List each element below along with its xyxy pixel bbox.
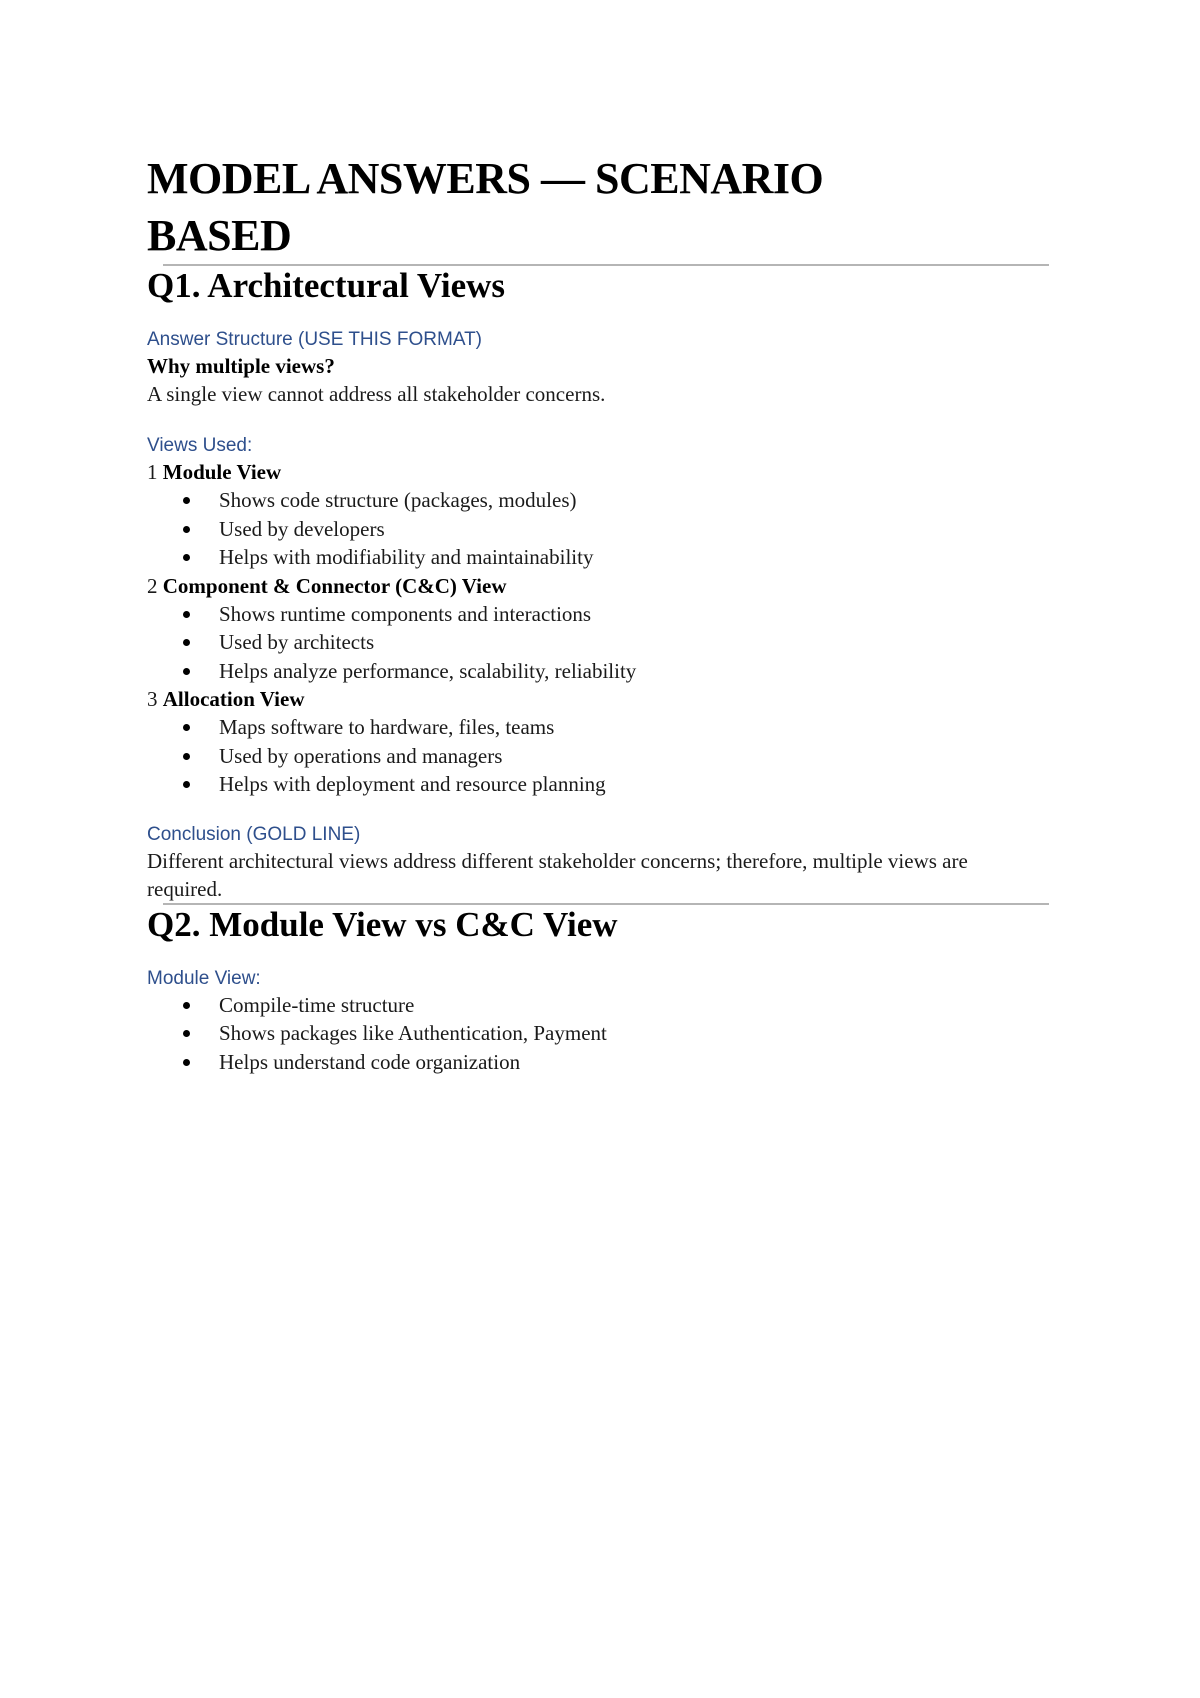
view-name: Component & Connector (C&C) View <box>162 573 507 598</box>
list-item <box>147 543 1047 572</box>
bullet-icon <box>183 668 190 675</box>
view-name: Module View <box>162 460 282 484</box>
bullet-icon <box>183 753 190 760</box>
bullet-icon <box>183 526 190 533</box>
list-item-text: Shows runtime components and interactions <box>219 601 592 626</box>
bullet-icon <box>183 639 190 646</box>
answer-structure-label: Answer Structure (USE THIS FORMAT) <box>147 329 483 350</box>
why-multiple-views <box>147 352 1047 408</box>
list-item-text: Maps software to hardware, files, teams <box>219 715 555 739</box>
list-item <box>147 742 1047 771</box>
list-item-text: Helps with deployment and resource planning <box>219 772 606 796</box>
bullet-icon <box>183 724 190 731</box>
view-points-list <box>147 600 1047 686</box>
list-item <box>147 657 1047 686</box>
bullet-icon <box>183 1059 190 1066</box>
list-item <box>147 515 1047 544</box>
list-item-text: Helps analyze performance, scalability, reliability <box>219 658 637 683</box>
module-view-label: Module View: <box>147 967 261 989</box>
list-item <box>147 991 1047 1020</box>
view-number: 1 <box>147 460 158 484</box>
why-label: Why multiple views? <box>147 354 335 378</box>
view-name: Allocation View <box>162 687 305 711</box>
bullet-icon <box>183 554 190 561</box>
bullet-icon <box>183 1030 190 1037</box>
view-heading <box>147 572 1047 600</box>
list-item-text: Helps understand code organization <box>219 1049 521 1074</box>
view-points-list <box>147 713 1047 799</box>
list-item <box>147 1048 1047 1077</box>
list-item-text: Used by developers <box>219 516 385 541</box>
list-item <box>147 713 1047 742</box>
list-item-text: Used by operations and managers <box>219 743 503 768</box>
view-number: 2 <box>147 573 158 598</box>
page-content <box>147 150 1047 1076</box>
document-title <box>147 150 1047 264</box>
list-item <box>147 486 1047 515</box>
views-used-label: Views Used: <box>147 435 253 456</box>
list-item <box>147 628 1047 657</box>
list-item-text: Compile-time structure <box>219 992 415 1017</box>
list-item <box>147 600 1047 629</box>
bullet-icon <box>183 781 190 788</box>
q2-section <box>147 905 1047 1077</box>
list-item-text: Shows packages like Authentication, Payment <box>219 1021 607 1045</box>
list-item-text: Shows code structure (packages, modules) <box>219 488 577 512</box>
view-points-list <box>147 486 1047 572</box>
bullet-icon <box>183 497 190 504</box>
list-item-text: Used by architects <box>219 630 375 654</box>
q1-heading: Q1. Architectural Views <box>147 266 506 305</box>
q1-section <box>147 266 1047 903</box>
list-item-text: Helps with modifiability and maintainability <box>219 545 594 569</box>
document-title-line-2: BASED <box>147 211 292 260</box>
view-heading <box>147 685 1047 713</box>
list-item <box>147 1019 1047 1048</box>
conclusion-label: Conclusion (GOLD LINE) <box>147 823 361 845</box>
conclusion-text: Different architectural views address different stakeholder concerns; therefore, multiple views are required. <box>147 848 968 901</box>
list-item <box>147 770 1047 799</box>
why-text: A single view cannot address all stakeholder concerns. <box>147 382 606 406</box>
bullet-icon <box>183 1002 190 1009</box>
bullet-icon <box>183 611 190 618</box>
document-title-line-1: MODEL ANSWERS — SCENARIO <box>147 154 824 203</box>
q2-heading: Q2. Module View vs C&C View <box>147 904 618 944</box>
module-view-points-list <box>147 991 1047 1077</box>
view-number: 3 <box>147 687 158 711</box>
view-heading <box>147 458 1047 486</box>
